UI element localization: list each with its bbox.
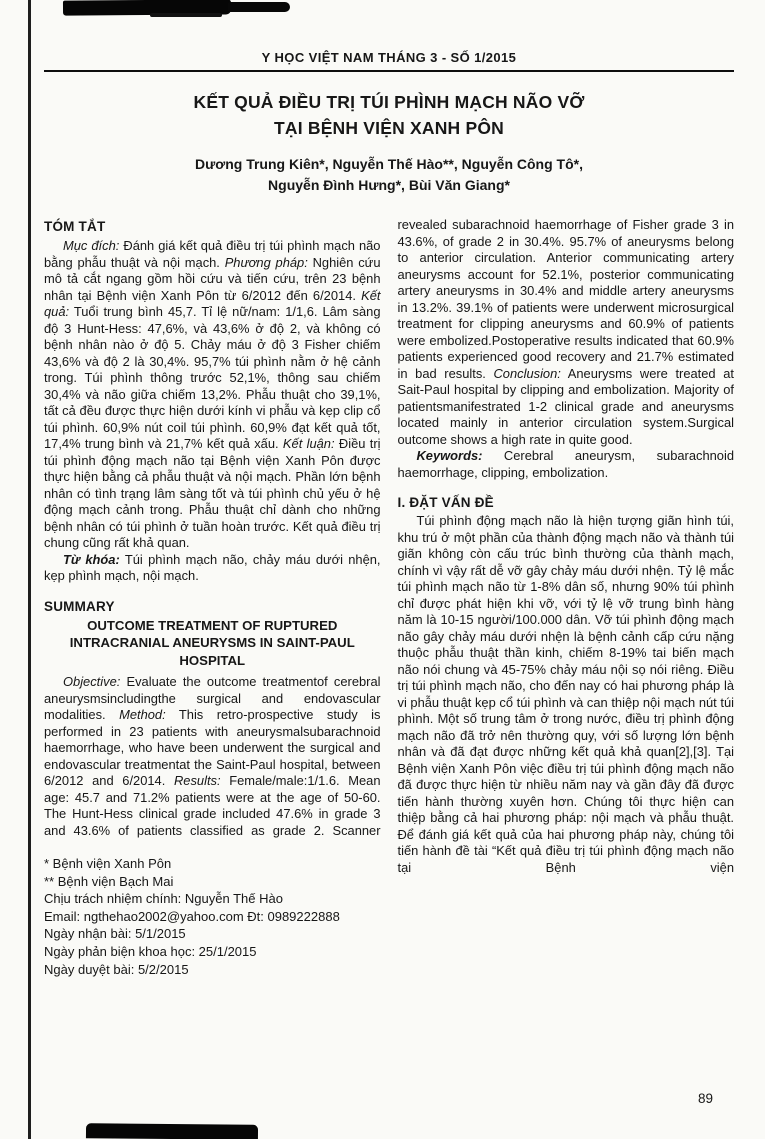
footnotes-block [44, 855, 381, 978]
scan-artifact-bottom-blob [86, 1123, 258, 1139]
text-segment: Method: [119, 707, 166, 722]
text-segment: This retro-prospective study is performed in 23 patients with aneurysmalsubarachnoid haemorrhage, who have been underwent the surgical and endovascular treatmentat the Saint-Paul hospital, between 6/2012 and 6/2014. [44, 707, 381, 788]
section-1-paragraph [398, 513, 735, 876]
authors-line-2: Nguyễn Đình Hưng*, Bùi Văn Giang* [268, 177, 510, 193]
article-title [44, 89, 734, 141]
text-segment: Đánh giá kết quả điều trị túi phình mạch não bằng phẫu thuật và nội mạch. [44, 238, 381, 270]
summary-continuation-paragraph [398, 217, 735, 448]
summary-heading: SUMMARY [44, 598, 115, 614]
section-1-heading: I. ĐẶT VẤN ĐỀ [397, 495, 494, 510]
left-column [44, 217, 381, 978]
authors-line-1: Dương Trung Kiên*, Nguyễn Thế Hào**, Nguyễn Công Tô*, [195, 156, 583, 172]
footnote-line: * Bệnh viện Xanh Pôn [44, 856, 172, 871]
abstract-heading: TÓM TẮT [44, 219, 106, 234]
footnote-line: Ngày duyệt bài: 5/2/2015 [44, 961, 189, 977]
scan-artifact-left-edge [28, 0, 31, 1139]
header-rule [44, 70, 734, 72]
summary-paragraph [44, 674, 381, 839]
summary-title: OUTCOME TREATMENT OF RUPTURED INTRACRANIAL ANEURYSMS IN SAINT-PAUL HOSPITAL [69, 617, 355, 668]
text-segment: Kết luận: [282, 436, 335, 451]
scan-artifact-top-smear [150, 13, 222, 17]
text-segment: Keywords: [416, 448, 483, 463]
scan-artifact-top-blob-2 [228, 2, 290, 12]
page-number: 89 [697, 1091, 713, 1106]
article-title-line-2: TẠI BỆNH VIỆN XANH PÔN [274, 118, 504, 138]
footnote-line: ** Bệnh viện Bạch Mai [44, 873, 174, 889]
text-segment: Túi phình động mạch não là hiện tượng giãn hình túi, khu trú ở một phần của thành động mạch não và thành túi giãn không còn cấu trúc bình thường của thành mạch, chính vì vậy rất dễ vỡ gây chảy máu dưới nhện. Tỷ lệ mắc túi phình mạch não từ 1-8% dân số, nhưng 90% túi phình chỉ được phát hiện khi vỡ, với tỷ lệ vỡ trung bình hàng năm là 10-15 người/100.000 dân. Vỡ túi phình động mạch não gây chảy máu dưới nhện là bệnh cảnh cấp cứu nặng thuộc phẫu thuật thần kinh, chiếm 8-19% tai biến mạch não nói chung và 45-75% chảy máu nội sọ nói riêng. Điều trị túi phình mạch não, cho đến nay có hai phương pháp là vi phẫu thuật kẹp cổ túi phình và can thiệp nội mạch nút túi phình. Một số trung tâm ở trong nước, điều trị phình động mạch não đã trở nên thường quy, với số lượng lớn bệnh nhân và đã đạt được những kết quả khả quan[2],[3]. Tại Bệnh viện Xanh Pôn việc điều trị túi phình động mạch não đã được thực hiện từ nhiều năm nay và gần đây đã được tiến hành thường xuyên hơn. Chúng tôi thực hiện can thiệp bằng cả hai phương pháp: nội mạch và phẫu thuật. Để đánh giá kết quả của hai phương pháp này, chúng tôi tiến hành đề tài “Kết quả điều trị túi phình động mạch não tại Bệnh viện [397, 513, 734, 875]
text-segment: Nghiên cứu mô tả cắt ngang gồm hồi cứu và tiến cứu, trên 23 bệnh nhân tại Bệnh viện Xanh Pôn từ 6/2012 đến 6/2014. [44, 254, 381, 303]
text-segment: Tuổi trung bình 45,7. Tỉ lệ nữ/nam: 1/1,6. Lâm sàng độ 3 Hunt-Hess: 47,6%, và 43,6% ở độ 2, và không có bệnh nhân nào ở độ 5. Chảy máu ở độ 3 Fisher chiếm 43,6% và độ 2 là 30,4%. 95,7% túi phình nằm ở hệ cảnh trong. Túi phình thông trước 52,1%, thông sau chiếm 30,4% và não giữa chiếm 13,2%. Phẫu thuật cho 39,1%, tất cả đều được thực hiện dưới kính vi phẫu và kẹp clip cổ túi phình. 60,9% nút coil túi phình. 60,9% đạt kết quả tốt, 17,4% trung bình và 21,7% kết quả xấu. [44, 304, 381, 451]
footnote-line: Email: ngthehao2002@yahoo.com Đt: 0989222888 [44, 908, 340, 924]
text-segment: Phương pháp: [224, 254, 308, 270]
text-segment: Mục đích: [63, 238, 120, 253]
text-segment: Aneurysms were treated at Sait-Paul hospital by clipping and embolization. Majority of patientsmanifestrated 1-2 clinical grade and aneurysms located mainly in anterior circulation system.Surgical outcome shows a high rate in quite good. [397, 365, 734, 447]
text-segment: Điều trị túi phình động mạch não tại Bệnh viện Xanh Pôn được thực hiện bằng cả phẫu thuật và nội mạch. Phần lớn bệnh nhân có tình trạng lâm sàng tốt và túi phình chủ yếu ở hệ động mạch cảnh trong. Phẫu thuật chỉ dành cho những bệnh nhân có túi phình ở tuần hoàn trước. Kết quả điều trị chung cũng rất khả quan. [44, 436, 381, 550]
page-content [44, 50, 734, 978]
footnote-line: Ngày phản biện khoa học: 25/1/2015 [44, 943, 257, 959]
text-segment: Túi phình mạch não, chảy máu dưới nhện, kẹp phình mạch, nội mạch. [44, 551, 381, 583]
text-segment: Results: [173, 773, 221, 788]
text-segment: revealed subarachnoid haemorrhage of Fisher grade 3 in 43.6%, of grade 2 in 30.4%. 95.7% of aneurysms belong to anterior circulation. Anterior communicating artery aneurysms account for 52.1%, posterior communicating artery aneurysms in 30.4% and middle artery aneurysms in 13.2%. 39.1% of patients were underwent microsurgical treatment for clipping aneurysms and 60.9% of patients were embolized.Postoperative results indicated that 60.9% patients experienced good recovery and 21.7% estimated in bad results. [397, 217, 734, 381]
text-segment: Kết quả: [44, 287, 381, 319]
text-segment: Objective: [63, 674, 121, 689]
journal-running-head: Y HỌC VIỆT NAM THÁNG 3 - SỐ 1/2015 [261, 50, 517, 65]
text-segment: Female/male:1/1.6. Mean age: 45.7 and 71.2% patients were at the age of 50-60. The Hunt-Hess clinical grade included 47.6% in grade 3 and 43.6% of patients classified as grade 2. Scanner [44, 773, 381, 838]
text-segment: Evaluate the outcome treatmentof cerebral aneurysmsincludingthe surgical and endovascular modalities. [44, 674, 381, 722]
text-segment: Từ khóa: [63, 551, 120, 567]
abstract-keywords [44, 552, 381, 585]
english-keywords-paragraph [398, 448, 735, 481]
footnote-line: Chịu trách nhiệm chính: Nguyễn Thế Hào [44, 891, 283, 907]
authors-block [44, 154, 734, 196]
footnote-line: Ngày nhận bài: 5/1/2015 [44, 926, 186, 942]
abstract-paragraph [44, 238, 381, 552]
article-title-line-1: KẾT QUẢ ĐIỀU TRỊ TÚI PHÌNH MẠCH NÃO VỠ [193, 92, 585, 112]
text-segment: Cerebral aneurysm, subarachnoid haemorrhage, clipping, embolization. [397, 448, 734, 480]
right-column [398, 217, 735, 978]
two-column-body [44, 217, 734, 978]
text-segment: Conclusion: [493, 365, 561, 381]
